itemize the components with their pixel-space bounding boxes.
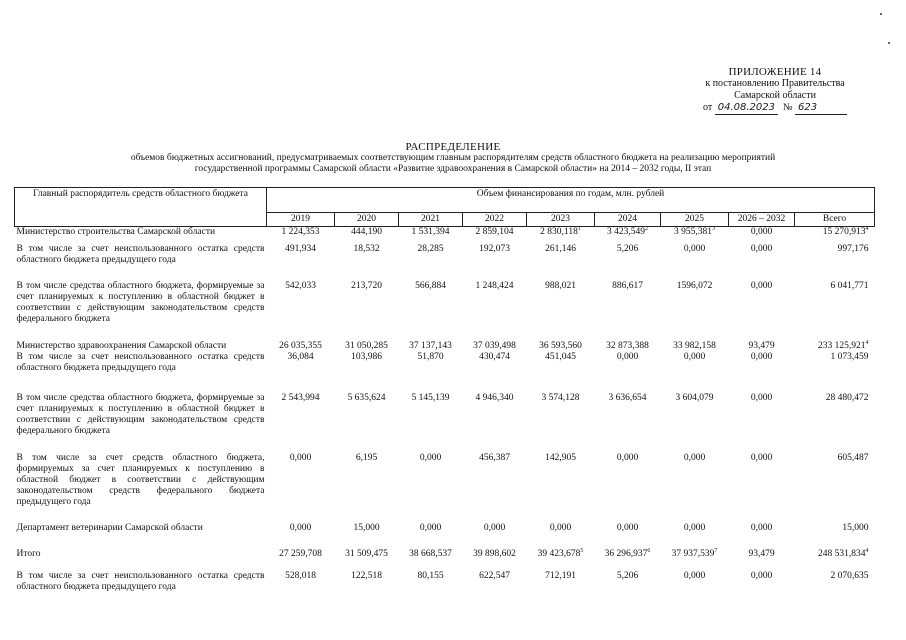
row-value [527,227,595,240]
value-text: 0,000 [419,522,442,533]
header-distributor: Главный распорядитель средств областного бюджета [15,188,267,227]
row-value [729,567,795,593]
value-text: 0,000 [616,522,639,533]
value-text: 2 543,994 [281,392,320,403]
row-value [661,519,729,543]
header-year: 2020 [335,213,399,227]
row-label: В том числе средства областного бюджета, формируемые за счет планируемых к поступлению в областной бюджет в соответствии с действующим законодательством средств федерального бюджета [16,280,265,324]
row-value [595,389,661,449]
row-value [661,227,729,240]
row-value [463,240,527,277]
value-text: 15,000 [842,522,869,533]
row-value [267,337,335,352]
table-row [15,389,875,449]
table-row [15,449,875,519]
row-value [527,389,595,449]
row-value [527,337,595,352]
footnote-marker: 4 [865,547,869,554]
row-value [661,352,729,389]
row-label: В том числе за счет неиспользованного остатка средств областного бюджета предыдущего года [16,570,265,592]
document-subtitle-line-1: объемов бюджетных ассигнований, предусматриваемых соответствующим главным распорядителям средств областного бюджета на реализацию мероприятий [130,153,776,163]
value-text: 93,479 [748,340,775,351]
table-row [15,519,875,543]
row-value [595,352,661,389]
row-value [399,543,463,567]
value-text: 1 248,424 [475,280,514,291]
row-value [729,240,795,277]
value-text: 213,720 [351,280,382,291]
row-value [463,227,527,240]
row-value [463,567,527,593]
row-value [527,543,595,567]
row-label: В том числе за счет средств областного бюджета, формируемых за счет планируемых к поступлению в областной бюджет в соответствии с действующим законодательством средств федерального бюджета предыдущего года [16,452,265,507]
value-text: 491,934 [285,243,316,254]
table-row [15,227,875,240]
value-text: 997,176 [837,243,869,254]
value-text: 988,021 [545,280,576,291]
row-value [463,389,527,449]
document-subtitle [30,153,876,175]
value-text: 622,547 [479,570,510,581]
value-text: 5 145,139 [411,392,450,403]
value-text: 0,000 [750,243,773,254]
value-text: 15 270,913 [822,227,866,237]
value-text: 2 070,635 [830,570,869,581]
value-text: 6,195 [355,452,378,463]
row-value [795,227,875,240]
row-value [399,389,463,449]
value-text: 28 480,472 [825,392,869,403]
table-row [15,240,875,277]
value-text: 3 604,079 [675,392,714,403]
row-value [795,389,875,449]
row-label: В том числе средства областного бюджета, формируемые за счет планируемых к поступлению в областной бюджет в соответствии с действующим законодательством средств федерального бюджета [16,392,265,436]
row-value [527,240,595,277]
row-value [335,352,399,389]
row-value [729,352,795,389]
row-value [795,519,875,543]
footnote-marker: 4 [865,226,869,232]
value-text: 1596,072 [676,280,713,291]
row-value [595,543,661,567]
value-text: 0,000 [750,227,773,237]
row-value [795,277,875,337]
value-text: 93,479 [748,548,775,559]
value-text: 3 423,549 [607,227,645,237]
row-value [527,449,595,519]
row-value [463,277,527,337]
header-funding: Объем финансирования по годам, млн. рублей [267,188,875,213]
table-row [15,277,875,337]
row-value [335,389,399,449]
value-text: 444,190 [351,227,382,237]
row-label: В том числе за счет неиспользованного остатка средств областного бюджета предыдущего года [16,243,265,265]
row-value [661,337,729,352]
row-value [661,277,729,337]
value-text: 0,000 [483,522,506,533]
row-value [661,389,729,449]
footnote-marker: 1 [577,226,581,232]
document-subtitle-line-2: государственной программы Самарской области «Развитие здравоохранения в Самарской области» на 2014 – 2032 годы, II этап [194,164,712,174]
footnote-marker: 5 [580,547,584,554]
date-value: 04.08.2023 [715,102,778,115]
appendix-block [655,66,895,115]
row-label: Министерство строительства Самарской области [16,227,216,237]
row-value [399,567,463,593]
value-text: 886,617 [612,280,643,291]
row-value [267,389,335,449]
value-text: 0,000 [549,522,572,533]
value-text: 0,000 [750,522,773,533]
value-text: 5 635,624 [347,392,386,403]
row-value [267,543,335,567]
table-row [15,352,875,389]
row-value [661,240,729,277]
row-value [729,389,795,449]
row-value [595,337,661,352]
value-text: 566,884 [415,280,446,291]
value-text: 142,905 [545,452,576,463]
row-value [661,567,729,593]
row-value [527,277,595,337]
value-text: 233 125,921 [818,340,866,351]
value-text: 122,518 [351,570,382,581]
value-text: 0,000 [419,452,442,463]
value-text: 192,073 [479,243,510,254]
value-text: 1 073,459 [830,351,869,362]
header-year: 2023 [527,213,595,227]
appendix-title: ПРИЛОЖЕНИЕ 14 [728,66,822,78]
value-text: 18,532 [353,243,380,254]
row-value [267,449,335,519]
value-text: 0,000 [289,452,312,463]
row-value [795,543,875,567]
value-text: 103,986 [351,351,382,362]
row-label: Итого [16,548,41,559]
value-text: 456,387 [479,452,510,463]
footnote-marker: 2 [645,226,648,232]
value-text: 2 859,104 [475,227,514,237]
row-label: Департамент ветеринарии Самарской области [16,522,203,533]
value-text: 2 830,118 [540,227,578,237]
value-text: 3 574,128 [541,392,580,403]
appendix-date-line [703,102,847,115]
row-value [661,449,729,519]
value-text: 39 423,678 [537,548,581,559]
value-text: 0,000 [616,452,639,463]
row-value [729,277,795,337]
table-row [15,543,875,567]
value-text: 1 531,394 [411,227,450,237]
value-text: 39 898,602 [473,548,516,559]
row-value [795,240,875,277]
row-value [595,277,661,337]
funding-table [14,187,875,593]
row-value [729,449,795,519]
row-value [335,543,399,567]
value-text: 31 509,475 [345,548,388,559]
number-value: 623 [795,102,847,115]
value-text: 0,000 [683,452,706,463]
row-value [335,240,399,277]
row-value [463,519,527,543]
row-value [729,227,795,240]
row-value [399,337,463,352]
row-value [595,227,661,240]
value-text: 31 050,285 [345,340,388,351]
value-text: 451,045 [545,351,576,362]
number-prefix: № [782,102,793,113]
value-text: 0,000 [750,392,773,403]
row-value [335,449,399,519]
row-value [399,449,463,519]
value-text: 0,000 [683,351,706,362]
value-text: 37 137,143 [409,340,452,351]
value-text: 36 296,937 [604,548,648,559]
row-label: В том числе за счет неиспользованного остатка средств областного бюджета предыдущего года [16,351,265,373]
value-text: 1 224,353 [281,227,320,237]
row-value [463,543,527,567]
row-value [729,543,795,567]
value-text: 3 955,381 [674,227,712,237]
document-title: РАСПРЕДЕЛЕНИЕ [405,141,501,153]
value-text: 4 946,340 [475,392,514,403]
value-text: 712,191 [545,570,576,581]
row-value [795,567,875,593]
value-text: 0,000 [750,452,773,463]
header-year: 2026 – 2032 [729,213,795,227]
row-value [595,519,661,543]
value-text: 3 636,654 [608,392,647,403]
row-value [399,240,463,277]
table-row [15,337,875,352]
row-value [595,567,661,593]
row-value [267,567,335,593]
value-text: 0,000 [683,522,706,533]
row-value [795,352,875,389]
appendix-line-2: Самарской области [734,90,816,101]
row-value [527,519,595,543]
value-text: 0,000 [750,351,773,362]
value-text: 80,155 [417,570,444,581]
value-text: 36 593,560 [539,340,582,351]
row-value [595,240,661,277]
row-value [335,337,399,352]
header-row-1 [15,188,875,213]
header-year: 2025 [661,213,729,227]
value-text: 528,018 [285,570,316,581]
value-text: 0,000 [289,522,312,533]
value-text: 0,000 [750,280,773,291]
value-text: 0,000 [616,351,639,362]
value-text: 28,285 [417,243,444,254]
row-label: Министерство здравоохранения Самарской области [16,340,227,351]
row-value [335,227,399,240]
value-text: 33 982,158 [673,340,716,351]
footnote-marker: 7 [714,547,718,554]
value-text: 0,000 [683,570,706,581]
row-value [595,449,661,519]
row-value [267,227,335,240]
footnote-marker: 6 [647,547,651,554]
row-value [267,277,335,337]
value-text: 51,870 [417,351,444,362]
value-text: 0,000 [750,570,773,581]
row-value [661,543,729,567]
row-value [335,567,399,593]
row-value [335,277,399,337]
row-value [267,352,335,389]
header-year: 2022 [463,213,527,227]
row-value [463,337,527,352]
row-value [527,352,595,389]
value-text: 248 531,834 [818,548,866,559]
value-text: 26 035,355 [279,340,322,351]
value-text: 15,000 [353,522,380,533]
header-year: 2021 [399,213,463,227]
header-total: Всего [795,213,875,227]
value-text: 32 873,388 [606,340,649,351]
appendix-line-1: к постановлению Правительства [705,78,845,89]
value-text: 605,487 [837,452,869,463]
row-value [463,449,527,519]
row-value [795,449,875,519]
row-value [463,352,527,389]
scan-speck [888,42,890,44]
value-text: 38 668,537 [409,548,452,559]
row-value [399,277,463,337]
row-value [729,519,795,543]
value-text: 6 041,771 [830,280,869,291]
value-text: 430,474 [479,351,510,362]
value-text: 0,000 [683,243,706,254]
row-value [399,352,463,389]
value-text: 261,146 [545,243,576,254]
row-value [795,337,875,352]
row-value [729,337,795,352]
value-text: 5,206 [616,243,639,254]
table-row [15,567,875,593]
row-value [399,519,463,543]
value-text: 37 039,498 [473,340,516,351]
value-text: 542,033 [285,280,316,291]
row-value [267,240,335,277]
scan-speck [880,13,882,15]
header-year: 2019 [267,213,335,227]
value-text: 37 937,539 [671,548,715,559]
value-text: 36,084 [287,351,314,362]
value-text: 27 259,708 [279,548,322,559]
row-value [399,227,463,240]
value-text: 5,206 [616,570,639,581]
header-year: 2024 [595,213,661,227]
table-body [15,227,875,593]
row-value [267,519,335,543]
footnote-marker: 4 [865,339,869,346]
footnote-marker: 3 [712,226,715,232]
row-value [527,567,595,593]
date-prefix: от [702,102,713,113]
row-value [335,519,399,543]
